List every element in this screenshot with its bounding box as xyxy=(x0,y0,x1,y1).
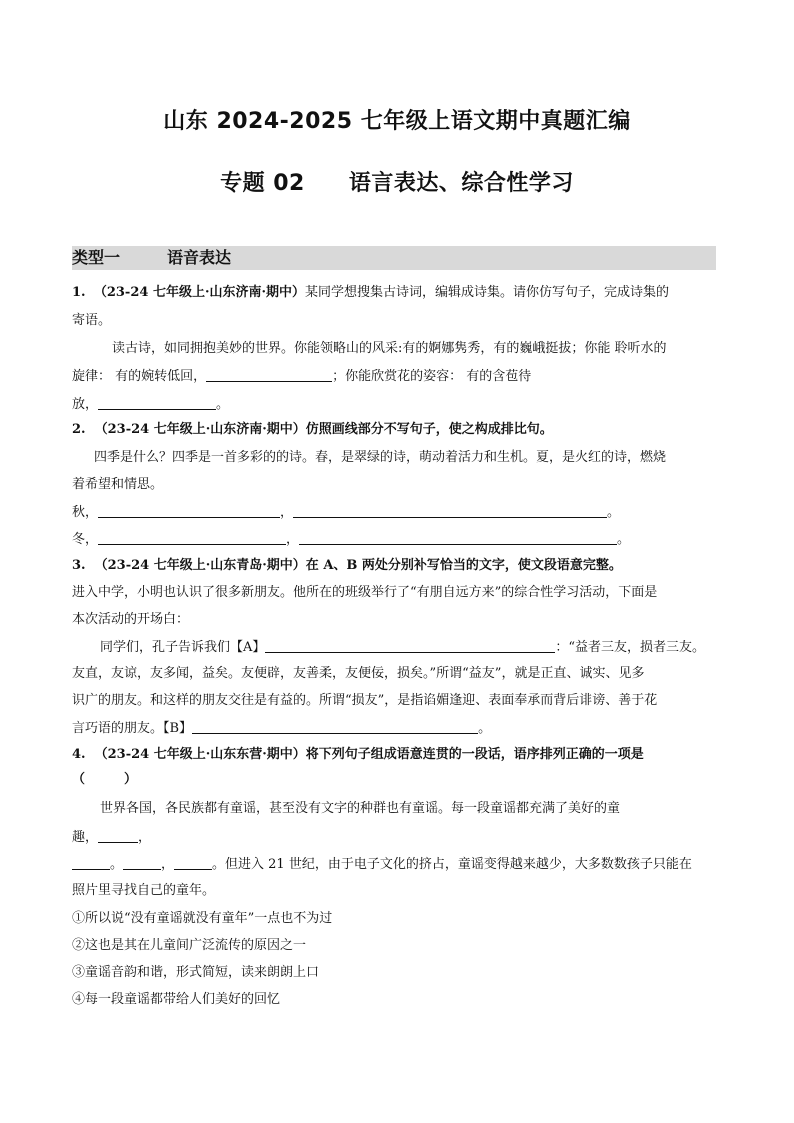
q4-option-3: ③童谣音韵和谐，形式简短，读来朗朗上口 xyxy=(72,965,320,980)
q2-header: 2. （23-24 七年级上·山东济南·期中）仿照画线部分不写句子，使之构成排比句。 xyxy=(72,422,553,437)
q1-blank-2[interactable] xyxy=(98,395,216,410)
q4-header: 4. （23-24 七年级上·山东东营·期中）将下列句子组成语意连贯的一段话，语序排列正确的一项是 xyxy=(72,747,644,762)
topic-name: 语言表达、综合性学习 xyxy=(348,171,574,196)
q2-winter-blank-2[interactable] xyxy=(299,530,617,545)
q1-passage-line1: 读古诗，如同拥抱美妙的世界。你能领略山的风采:有的婀娜隽秀，有的巍峨挺拔；你能 聆听水的 xyxy=(112,341,667,356)
q1-blank-1[interactable] xyxy=(206,367,332,382)
q4-blank-3[interactable] xyxy=(123,855,161,870)
q2-winter-blank-1[interactable] xyxy=(98,530,286,545)
q4-blank-1[interactable] xyxy=(98,828,138,843)
q3-blank-a[interactable] xyxy=(265,638,555,653)
q3-passage-line6: 言巧语的朋友。【B】 。 xyxy=(72,721,492,736)
q4-passage-line2: 趣， ， xyxy=(72,830,152,845)
q1-header-cont: 寄语。 xyxy=(72,313,112,328)
q1-source: （23-24 七年级上·山东济南·期中） xyxy=(93,285,305,300)
q3-passage-line5: 识广的朋友。和这样的朋友交往是有益的。所谓“损友”，是指谄媚逢迎、表面奉承而背后诽谤、善于花 xyxy=(72,693,658,708)
topic-number: 专题 02 xyxy=(220,171,305,196)
doc-subtitle xyxy=(0,166,794,197)
q2-autumn-blank-2[interactable] xyxy=(293,503,607,518)
q3-passage-line3: 同学们，孔子告诉我们【A】 ：“益者三友，损者三友。 xyxy=(100,640,706,655)
doc-title: 山东 2024-2025 七年级上语文期中真题汇编 xyxy=(163,109,631,134)
q3-passage-line1: 进入中学，小明也认识了很多新朋友。他所在的班级举行了“有朋自远方来”的综合性学习活动，下面是 xyxy=(72,585,658,600)
q4-blank-4[interactable] xyxy=(174,855,212,870)
q2-passage-line1: 四季是什么？四季是一首多彩的的诗。春，是翠绿的诗，萌动着活力和生机。夏，是火红的诗，燃烧 xyxy=(94,450,667,465)
q2-winter-line: 冬， ， 。 xyxy=(72,532,631,547)
q3-passage-line2: 本次活动的开场白： xyxy=(72,612,190,627)
q4-passage-line1: 世界各国，各民族都有童谣，甚至没有文字的种群也有童谣。每一段童谣都充满了美好的童 xyxy=(100,801,621,816)
q1-passage-line3: 放， 。 xyxy=(72,397,230,412)
q4-option-1: ①所以说“没有童谣就没有童年”一点也不为过 xyxy=(72,911,333,926)
section-header xyxy=(72,246,716,270)
q4-answer-paren[interactable]: （ ） xyxy=(72,772,138,787)
q3-blank-b[interactable] xyxy=(192,719,478,734)
q4-option-2: ②这也是其在儿童间广泛流传的原因之一 xyxy=(72,938,307,953)
q3-header: 3. （23-24 七年级上·山东青岛·期中）在 A、B 两处分别补写恰当的文字，使文段语意完整。 xyxy=(72,558,622,573)
q1-passage-line2: 旋律： 有的婉转低回， ；你能欣赏花的姿容： 有的含苞待 xyxy=(72,369,532,384)
section-label: 类型一 xyxy=(72,248,121,267)
q4-passage-line3: 。 ， 。但进入 21 世纪，由于电子文化的挤占，童谣变得越来越少，大多数数孩子只能在 xyxy=(72,855,692,874)
q4-blank-2[interactable] xyxy=(72,855,110,870)
q1-header: 1. （23-24 七年级上·山东济南·期中）某同学想搜集古诗词，编辑成诗集。请你仿写句子，完成诗集的 xyxy=(72,285,670,300)
q3-passage-line4: 友直，友谅，友多闻，益矣。友便辟，友善柔，友便佞，损矣。”所谓“益友”，就是正直、诚实、见多 xyxy=(72,666,645,681)
q2-autumn-blank-1[interactable] xyxy=(98,503,280,518)
q4-option-4: ④每一段童谣都带给人们美好的回忆 xyxy=(72,992,281,1007)
section-name: 语音表达 xyxy=(167,248,232,267)
q2-autumn-line: 秋， ， 。 xyxy=(72,505,621,520)
q2-passage-line2: 着希望和情思。 xyxy=(72,477,164,492)
q4-passage-line4: 照片里寻找自己的童年。 xyxy=(72,883,216,898)
